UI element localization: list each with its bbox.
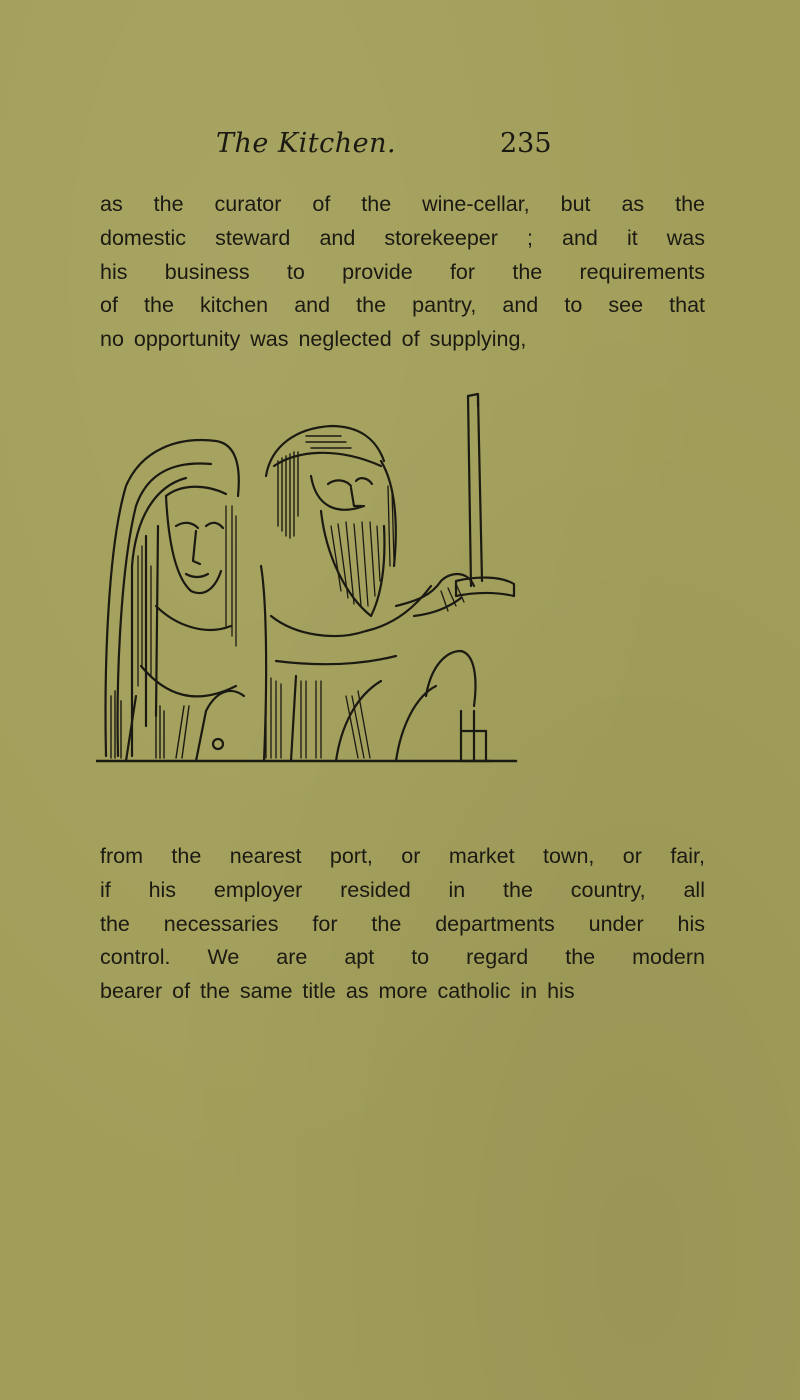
woodcut-figures-image (96, 366, 536, 796)
text-line: control. We are apt to regard the modern (100, 945, 705, 970)
paragraph-top (100, 188, 705, 357)
text-line: if his employer resided in the country, all (100, 877, 705, 902)
text-line: domestic steward and storekeeper ; and it was (100, 225, 705, 250)
text-line: the necessaries for the departments under his (100, 911, 705, 936)
text-line: from the nearest port, or market town, or fair, (100, 844, 705, 868)
paragraph-bottom (100, 840, 705, 1009)
text-line: his business to provide for the requirements (100, 259, 705, 284)
page-number: 235 (500, 128, 552, 159)
text-line: no opportunity was neglected of supplying, (100, 327, 527, 352)
text-line: of the kitchen and the pantry, and to see that (100, 293, 705, 318)
text-line: as the curator of the wine-cellar, but as the (100, 192, 705, 216)
running-title: The Kitchen. (216, 128, 397, 159)
running-head (0, 128, 800, 168)
woodcut-illustration (96, 366, 536, 796)
text-line: bearer of the same title as more catholic in his (100, 979, 575, 1004)
